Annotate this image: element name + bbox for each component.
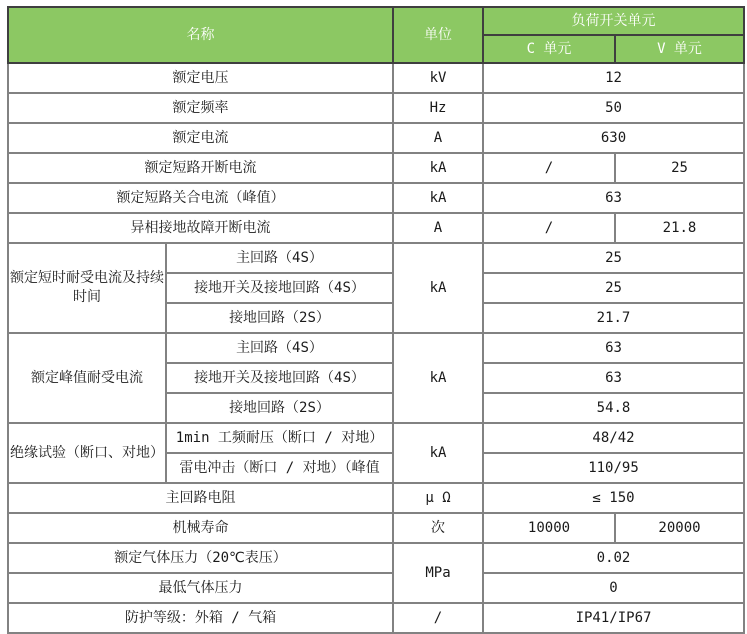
row-min-gas-pressure xyxy=(8,573,744,603)
unit-cell: A xyxy=(393,213,483,243)
value-cell: 0.02 xyxy=(483,543,744,573)
row-label-cell: 主回路电阻 xyxy=(8,483,393,513)
value-v-cell: 25 xyxy=(615,153,744,183)
row-label-cell: 最低气体压力 xyxy=(8,573,393,603)
value-cell: IP41/IP67 xyxy=(483,603,744,633)
sub-label-cell: 主回路（4S） xyxy=(166,333,393,363)
sub-label-cell: 雷电冲击（断口 / 对地）（峰值 xyxy=(166,453,393,483)
value-cell: 48/42 xyxy=(483,423,744,453)
value-v-cell: 21.8 xyxy=(615,213,744,243)
value-cell: 25 xyxy=(483,273,744,303)
sub-label-cell: 主回路（4S） xyxy=(166,243,393,273)
value-cell: 63 xyxy=(483,183,744,213)
unit-cell: A xyxy=(393,123,483,153)
row-label-cell: 额定气体压力（20℃表压） xyxy=(8,543,393,573)
value-cell: 25 xyxy=(483,243,744,273)
row-label-cell: 防护等级：外箱 / 气箱 xyxy=(8,603,393,633)
unit-cell: kA xyxy=(393,243,483,333)
value-c-cell: / xyxy=(483,153,615,183)
row-label-cell: 额定频率 xyxy=(8,93,393,123)
value-cell: 0 xyxy=(483,573,744,603)
row-label-cell: 异相接地故障开断电流 xyxy=(8,213,393,243)
header-row-1 xyxy=(8,7,744,35)
group-label-cell: 额定峰值耐受电流 xyxy=(8,333,166,423)
row-phase-earth-fault xyxy=(8,213,744,243)
unit-cell: / xyxy=(393,603,483,633)
spec-table xyxy=(7,6,745,634)
unit-cell: μ Ω xyxy=(393,483,483,513)
row-label-cell: 额定短路关合电流（峰值） xyxy=(8,183,393,213)
value-cell: 630 xyxy=(483,123,744,153)
table-header xyxy=(8,7,744,63)
header-name-cell: 名称 xyxy=(8,7,393,63)
row-rated-gas-pressure xyxy=(8,543,744,573)
row-protection-class xyxy=(8,603,744,633)
unit-cell: kA xyxy=(393,333,483,423)
row-label-cell: 额定电流 xyxy=(8,123,393,153)
table-body xyxy=(8,63,744,633)
row-rated-voltage xyxy=(8,63,744,93)
row-rated-frequency xyxy=(8,93,744,123)
value-c-cell: 10000 xyxy=(483,513,615,543)
value-cell: 63 xyxy=(483,333,744,363)
row-short-circuit-making xyxy=(8,183,744,213)
row-short-time-withstand-1 xyxy=(8,243,744,273)
row-peak-withstand-1 xyxy=(8,333,744,363)
sub-label-cell: 接地回路（2S） xyxy=(166,393,393,423)
value-cell: 54.8 xyxy=(483,393,744,423)
row-rated-current xyxy=(8,123,744,153)
value-cell: 21.7 xyxy=(483,303,744,333)
header-unit-cell: 单位 xyxy=(393,7,483,63)
row-insulation-test-1 xyxy=(8,423,744,453)
header-v-unit-cell: V 单元 xyxy=(615,35,744,63)
row-label-cell: 机械寿命 xyxy=(8,513,393,543)
row-mechanical-life xyxy=(8,513,744,543)
unit-cell: kV xyxy=(393,63,483,93)
value-c-cell: / xyxy=(483,213,615,243)
row-label-cell: 额定电压 xyxy=(8,63,393,93)
unit-cell: kA xyxy=(393,423,483,483)
sub-label-cell: 接地开关及接地回路（4S） xyxy=(166,273,393,303)
value-cell: 50 xyxy=(483,93,744,123)
row-label-cell: 额定短路开断电流 xyxy=(8,153,393,183)
value-cell: 63 xyxy=(483,363,744,393)
header-c-unit-cell: C 单元 xyxy=(483,35,615,63)
value-v-cell: 20000 xyxy=(615,513,744,543)
unit-cell: 次 xyxy=(393,513,483,543)
header-group-cell: 负荷开关单元 xyxy=(483,7,744,35)
row-short-circuit-breaking xyxy=(8,153,744,183)
unit-cell: MPa xyxy=(393,543,483,603)
row-main-circuit-resistance xyxy=(8,483,744,513)
value-cell: ≤ 150 xyxy=(483,483,744,513)
sub-label-cell: 接地回路（2S） xyxy=(166,303,393,333)
group-label-cell: 额定短时耐受电流及持续时间 xyxy=(8,243,166,333)
sub-label-cell: 接地开关及接地回路（4S） xyxy=(166,363,393,393)
group-label-cell: 绝缘试验（断口、对地） xyxy=(8,423,166,483)
unit-cell: Hz xyxy=(393,93,483,123)
value-cell: 12 xyxy=(483,63,744,93)
unit-cell: kA xyxy=(393,183,483,213)
unit-cell: kA xyxy=(393,153,483,183)
sub-label-cell: 1min 工频耐压（断口 / 对地） xyxy=(166,423,393,453)
value-cell: 110/95 xyxy=(483,453,744,483)
